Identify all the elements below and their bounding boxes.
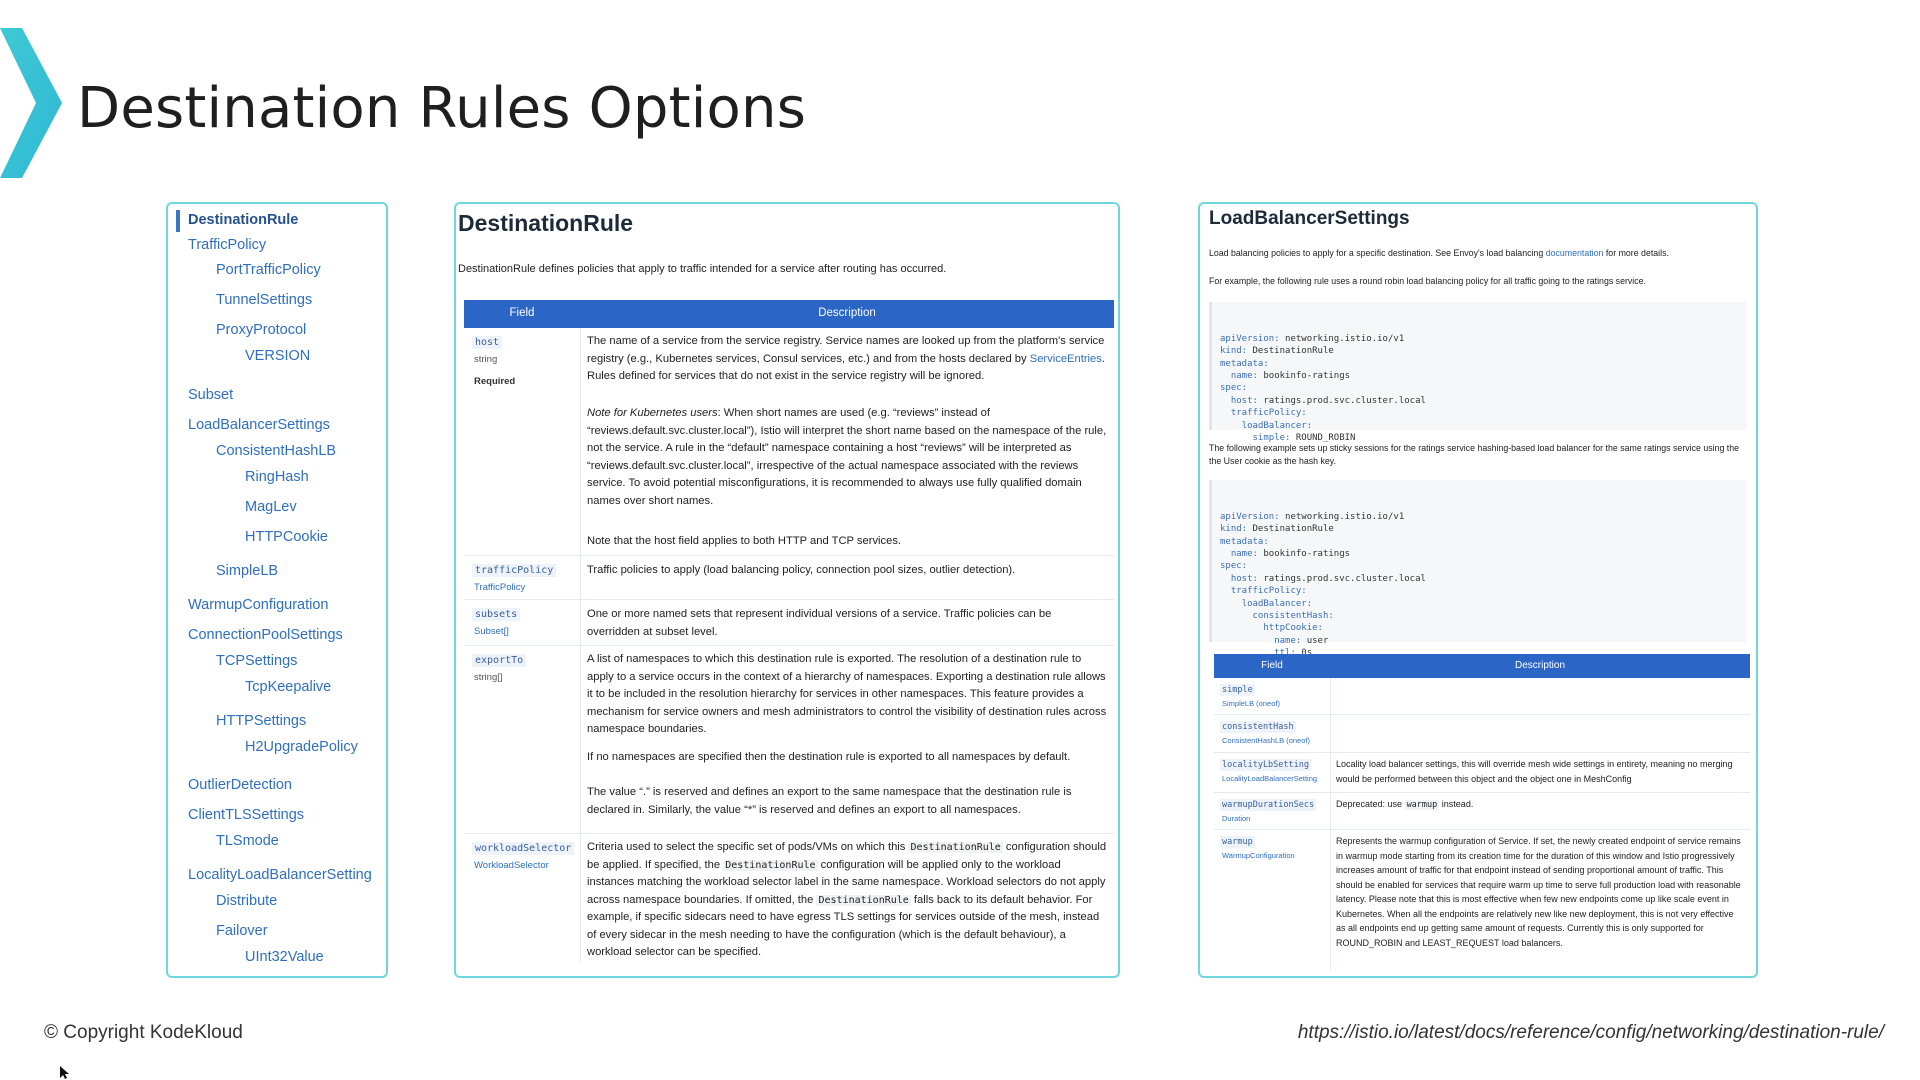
intro-text: Load balancing policies to apply for a specific destination. See Envoy's load balancing (1209, 248, 1544, 258)
field-type-link[interactable]: WarmupConfiguration (1222, 851, 1295, 860)
load-balancer-intro (1209, 247, 1749, 260)
description-text: configuration should be applied. If specified, the (587, 841, 1107, 871)
field-type-link[interactable]: LocalityLoadBalancerSetting (1222, 774, 1318, 783)
inline-code: warmup (1406, 800, 1438, 810)
destination-rule-doc (454, 202, 1120, 978)
toc-item-tunnelsettings[interactable]: TunnelSettings (216, 292, 313, 308)
documentation-link[interactable]: documentation (1545, 248, 1604, 258)
inline-code: DestinationRule (910, 842, 1001, 853)
field-type-link[interactable]: SimpleLB (oneof) (1222, 699, 1280, 708)
code-example-round-robin (1209, 302, 1747, 444)
table-row-exportto (464, 646, 1114, 834)
toc-item-trafficpolicy[interactable]: TrafficPolicy (188, 237, 267, 253)
toc-item-loadbalancersettings[interactable]: LoadBalancerSettings (188, 417, 330, 433)
code-lines (1220, 333, 1739, 445)
toc-item-tlsmode[interactable]: TLSmode (216, 833, 279, 849)
toc-item-version[interactable]: VERSION (245, 348, 311, 364)
toc-item-localityloadbalancersetting[interactable]: LocalityLoadBalancerSetting (188, 867, 372, 883)
code-line: name: bookinfo-ratings (1230, 371, 1351, 382)
note-label: Note for Kubernetes users (587, 407, 718, 419)
field-description (587, 333, 1107, 386)
toc-item-httpcookie[interactable]: HTTPCookie (245, 529, 328, 545)
toc-item-proxyprotocol[interactable]: ProxyProtocol (216, 322, 307, 338)
column-header-description: Description (1514, 660, 1566, 671)
destination-rule-fields-table (464, 300, 1114, 975)
field-description-reserved: The value “.” is reserved and defines an export to the same namespace that the destination rule is declared in. Similarly, the value “*” is reserved and defines an export to all namespaces. (587, 786, 1072, 816)
field-type-link[interactable]: WorkloadSelector (474, 860, 549, 871)
field-name: simple (1222, 685, 1253, 695)
slide-accent-chevron-icon (0, 28, 64, 178)
toc-item-porttrafficpolicy[interactable]: PortTrafficPolicy (216, 262, 321, 278)
toc-item-tcpsettings[interactable]: TCPSettings (216, 653, 298, 669)
field-type-link[interactable]: Subset[] (474, 626, 509, 637)
code-line: name: bookinfo-ratings (1230, 549, 1351, 560)
code-example-consistent-hash (1209, 480, 1747, 646)
description-text: configuration will be applied only to the workload instances matching the workload selector label in the same namespace. Workload selectors do not apply across namespace boundaries. If omitted, the (587, 858, 1106, 906)
toc-item-outlierdetection[interactable]: OutlierDetection (188, 777, 292, 793)
description-text: The name of a service from the service registry. Service names are looked up from the platform's service registry (e.g., Kubernetes services, Consul services, etc.) and from the hosts declared by (587, 335, 1105, 365)
serviceentries-link[interactable]: ServiceEntries (1029, 352, 1102, 365)
table-header (464, 300, 1114, 328)
toc-item-subset[interactable]: Subset (188, 387, 234, 403)
field-note-2: Note that the host field applies to both HTTP and TCP services. (587, 535, 902, 547)
field-description (587, 839, 1107, 962)
code-line: name: user (1274, 635, 1329, 646)
field-type: string (474, 354, 498, 365)
field-description: Traffic policies to apply (load balancing policy, connection pool sizes, outlier detection). (587, 564, 1016, 576)
description-text: instead. (1441, 799, 1474, 809)
slide-title: Destination Rules Options (77, 76, 807, 141)
code-line: loadBalancer: (1241, 598, 1313, 609)
field-name: consistentHash (1222, 722, 1294, 732)
field-description: Locality load balancer settings, this will override mesh wide settings in entirety, meaning no merging would be performed between this object and the object one in MeshConfig (1336, 759, 1733, 784)
field-description: A list of namespaces to which this destination rule is exported. The resolution of a destination rule to apply to a service occurs in the context of a hierarchy of namespaces. Exporting a destination rule allows it to be included in the resolution hierarchy for services in other namespaces. This feature provides a mechanism for service owners and mesh administrators to control the visibility of destination rules across namespace boundaries. (587, 653, 1107, 735)
toc-item-httpsettings[interactable]: HTTPSettings (216, 713, 307, 729)
code-lines (1220, 511, 1739, 660)
field-required-label: Required (474, 376, 516, 387)
field-name: warmup (1222, 837, 1253, 847)
field-note (587, 405, 1107, 510)
code-line: trafficPolicy: (1230, 408, 1307, 419)
toc-item-simplelb[interactable]: SimpleLB (216, 563, 279, 579)
field-name: warmupDurationSecs (1222, 800, 1315, 810)
field-name: subsets (472, 608, 520, 621)
toc-item-warmupconfiguration[interactable]: WarmupConfiguration (188, 597, 329, 613)
code-line: metadata: (1220, 358, 1269, 369)
code-line: metadata: (1220, 536, 1269, 547)
inline-code: DestinationRule (818, 894, 909, 906)
load-balancer-fields-table (1214, 654, 1750, 974)
toc-item-distribute[interactable]: Distribute (216, 893, 278, 909)
intro-text: for more details. (1605, 248, 1669, 258)
field-type-link[interactable]: Duration (1222, 814, 1251, 823)
toc-item-destinationrule[interactable]: DestinationRule (188, 212, 299, 228)
field-name: trafficPolicy (472, 564, 556, 577)
code-line: kind: DestinationRule (1220, 346, 1334, 357)
toc-item-connectionpoolsettings[interactable]: ConnectionPoolSettings (188, 627, 343, 643)
table-row-simple (1214, 678, 1750, 715)
field-name: exportTo (472, 654, 526, 667)
field-type-link[interactable]: TrafficPolicy (474, 582, 526, 593)
toc-item-uint32value[interactable]: UInt32Value (245, 949, 324, 965)
field-name: host (472, 336, 502, 349)
description-text: falls back to its default behavior. For example, if specific sidecars need to have egress TLS settings for services outside of the mesh, instead of every sidecar in the mesh needing to have the configuration (which is the default behaviour), a workload selector can be specified. (587, 893, 1100, 958)
code-line: simple: ROUND_ROBIN (1252, 433, 1356, 444)
toc-sidebar (166, 202, 388, 978)
field-description-default: If no namespaces are specified then the destination rule is exported to all namespaces by default. (587, 751, 1071, 763)
field-type: string[] (474, 672, 503, 683)
field-name: localityLbSetting (1222, 760, 1309, 770)
load-balancer-title: LoadBalancerSettings (1209, 208, 1410, 229)
table-row-consistenthash (1214, 715, 1750, 753)
table-row-subsets (464, 600, 1114, 646)
toc-item-maglev[interactable]: MagLev (245, 499, 297, 515)
destination-rule-title: DestinationRule (458, 210, 634, 236)
destination-rule-intro: DestinationRule defines policies that apply to traffic intended for a service after routing has occurred. (458, 263, 947, 275)
code-line: spec: (1220, 383, 1248, 394)
field-description: Represents the warmup configuration of Service. If set, the newly created endpoint of service remains in warmup mode starting from its creation time for the duration of this window and Istio progressively increases amount of traffic for that endpoint instead of sending proportional amount of traffic. This should be enabled for services that require warm up time to serve full production load with reasonable latency. Please note that this is most effective when few new endpoints come up like scale event in Kubernetes. When all the endpoints are relatively new like new deployment, this is not very effective as all endpoints end up getting same amount of requests. Currently this is only supported for ROUND_ROBIN and LEAST_REQUEST load balancers. (1336, 836, 1741, 948)
example-2-text: The following example sets up sticky sessions for the ratings service hashing-based load balancer for the same ratings service using the the User cookie as the hash key. (1209, 443, 1740, 466)
code-line: kind: DestinationRule (1220, 524, 1334, 535)
code-line: loadBalancer: (1241, 420, 1313, 431)
column-header-field: Field (509, 307, 535, 319)
load-balancer-settings-doc (1198, 202, 1758, 978)
code-line: httpCookie: (1263, 623, 1323, 634)
code-line: spec: (1220, 561, 1248, 572)
field-type-link[interactable]: ConsistentHashLB (oneof) (1222, 736, 1310, 745)
code-line: trafficPolicy: (1230, 586, 1307, 597)
code-line: host: ratings.prod.svc.cluster.local (1230, 573, 1426, 584)
toc-item-ringhash[interactable]: RingHash (245, 469, 309, 485)
toc-item-consistenthashlb[interactable]: ConsistentHashLB (216, 443, 337, 459)
field-description: One or more named sets that represent individual versions of a service. Traffic policies can be overridden at subset level. (587, 608, 1052, 638)
table-row-warmup (1214, 830, 1750, 970)
table-row-trafficpolicy (464, 556, 1114, 600)
code-line: apiVersion: networking.istio.io/v1 (1220, 333, 1405, 344)
description-text: Deprecated: use (1336, 799, 1403, 809)
field-description (1336, 797, 1744, 813)
code-line: consistentHash: (1252, 611, 1334, 622)
toc-item-failover[interactable]: Failover (216, 923, 268, 939)
mouse-cursor-icon (60, 1066, 72, 1080)
code-line: host: ratings.prod.svc.cluster.local (1230, 395, 1426, 406)
description-text: . Rules defined for services that do not exist in the service registry will be ignored. (587, 352, 1105, 382)
table-row-warmupdurationsecs (1214, 793, 1750, 830)
toc-item-clienttlssettings[interactable]: ClientTLSSettings (188, 807, 305, 823)
field-name: workloadSelector (472, 842, 574, 855)
table-row-host (464, 328, 1114, 556)
table-header (1214, 654, 1750, 678)
copyright-text: © Copyright KodeKloud (44, 1022, 243, 1043)
inline-code: DestinationRule (725, 859, 816, 871)
description-text: Criteria used to select the specific set of pods/VMs on which this (587, 841, 906, 853)
toc-item-tcpkeepalive[interactable]: TcpKeepalive (245, 679, 332, 695)
toc-item-h2upgradepolicy[interactable]: H2UpgradePolicy (245, 739, 358, 755)
table-row-localitylbsetting (1214, 753, 1750, 793)
example-1-text: For example, the following rule uses a round robin load balancing policy for all traffic going to the ratings service. (1209, 276, 1646, 286)
column-header-description: Description (818, 307, 876, 319)
toc-active-indicator (176, 210, 180, 232)
column-header-field: Field (1261, 660, 1283, 671)
code-line: apiVersion: networking.istio.io/v1 (1220, 511, 1405, 522)
table-row-workloadselector (464, 834, 1114, 962)
source-url[interactable]: https://istio.io/latest/docs/reference/config/networking/destination-rule/ (1297, 1022, 1884, 1043)
note-text: : When short names are used (e.g. “reviews” instead of “reviews.default.svc.cluster.local”), Istio will interpret the short name based on the namespace of the rule, not the service. A rule in the “default” namespace containing a host “reviews” will be interpreted as “reviews.default.svc.cluster.local”, irrespective of the actual namespace associated with the reviews service. To avoid potential misconfigurations, it is recommended to always use fully qualified domain names over short names. (587, 407, 1107, 507)
